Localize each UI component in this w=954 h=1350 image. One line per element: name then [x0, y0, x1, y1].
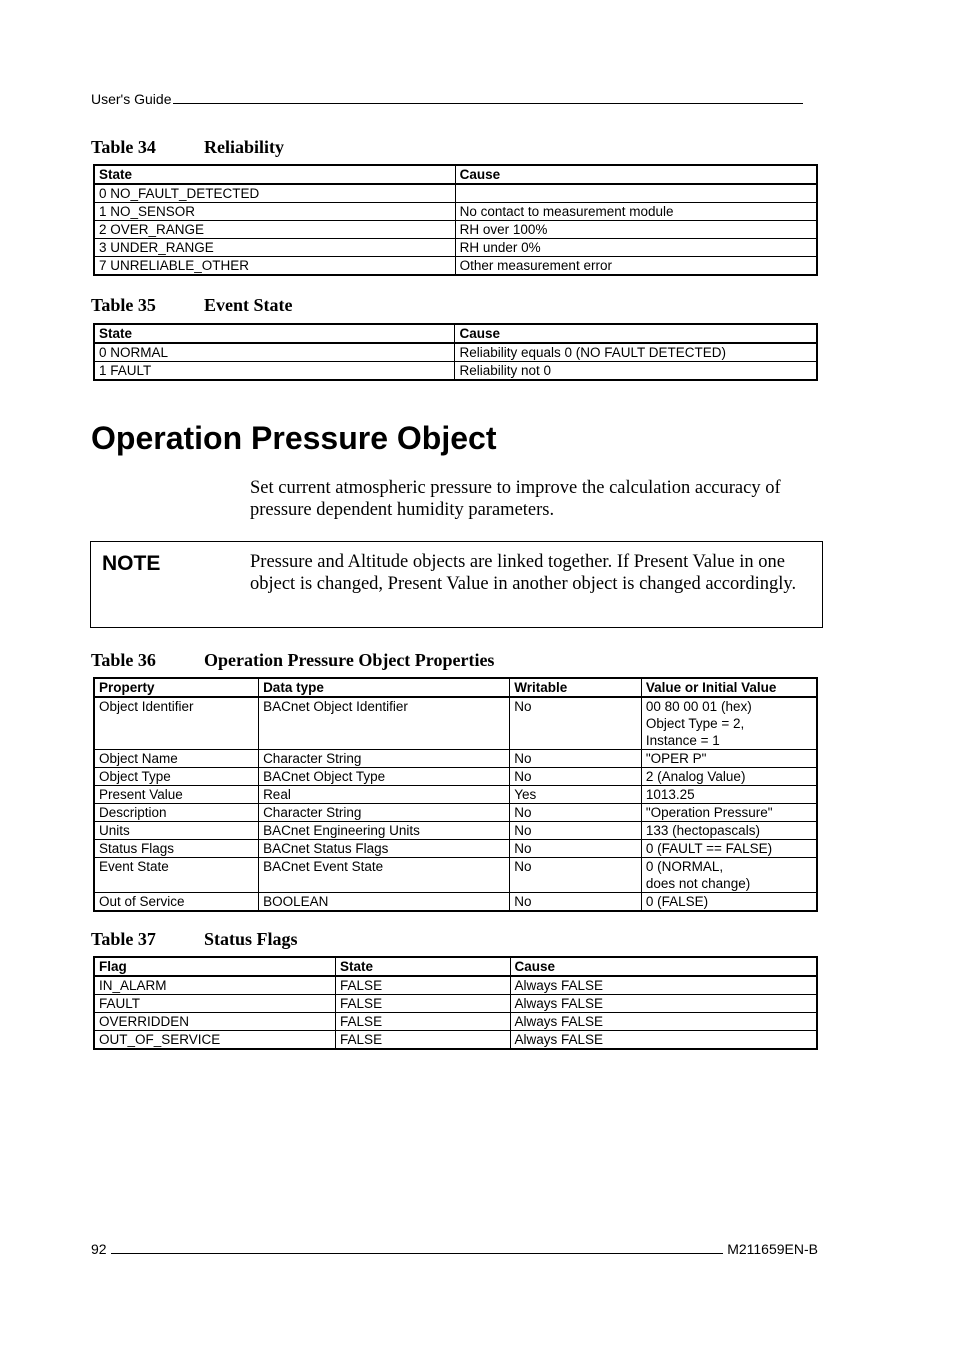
header-text: User's Guide	[91, 91, 172, 107]
table-cell: No	[510, 804, 642, 822]
table-cell: No	[510, 822, 642, 840]
table-object-properties	[93, 677, 818, 912]
note-box	[90, 541, 823, 628]
table-cell: Out of Service	[94, 893, 259, 912]
table35-title: Event State	[204, 295, 293, 315]
table-cell: 0 NORMAL	[94, 343, 455, 362]
table-cell: FALSE	[336, 1031, 510, 1050]
table-row	[94, 362, 817, 381]
table-cell: 0 (FAULT == FALSE)	[641, 840, 817, 858]
table-row	[94, 768, 817, 786]
table-row	[94, 1031, 817, 1050]
table-cell: 00 80 00 01 (hex) Object Type = 2, Instance = 1	[641, 697, 817, 750]
table-cell	[455, 184, 817, 203]
table-header-row	[94, 957, 817, 976]
column-header: Data type	[259, 678, 510, 697]
table-row	[94, 822, 817, 840]
running-footer	[91, 1240, 818, 1257]
table-event-state	[93, 323, 818, 381]
column-header: Property	[94, 678, 259, 697]
table-cell: Character String	[259, 750, 510, 768]
table-row	[94, 239, 817, 257]
table-cell: IN_ALARM	[94, 976, 336, 995]
table-cell: RH over 100%	[455, 221, 817, 239]
table-cell: FALSE	[336, 976, 510, 995]
table-cell: No	[510, 697, 642, 750]
table34-number: Table 34	[91, 137, 156, 157]
table-cell: FALSE	[336, 995, 510, 1013]
table-cell: Object Identifier	[94, 697, 259, 750]
footer-rule	[111, 1240, 724, 1254]
table37-title: Status Flags	[204, 929, 298, 949]
table-cell: No	[510, 858, 642, 893]
table-row	[94, 257, 817, 276]
table-cell: Reliability equals 0 (NO FAULT DETECTED)	[455, 343, 817, 362]
table34-title: Reliability	[204, 137, 284, 157]
table-cell: "OPER P"	[641, 750, 817, 768]
column-header: Cause	[455, 165, 817, 184]
table-cell: No	[510, 893, 642, 912]
column-header: Value or Initial Value	[641, 678, 817, 697]
table-header-row	[94, 324, 817, 343]
table-cell: 0 (NORMAL, does not change)	[641, 858, 817, 893]
table34-caption	[91, 137, 284, 158]
table-row	[94, 995, 817, 1013]
table-cell: OUT_OF_SERVICE	[94, 1031, 336, 1050]
table-cell: FALSE	[336, 1013, 510, 1031]
table-cell: Always FALSE	[510, 1013, 817, 1031]
table-cell: "Operation Pressure"	[641, 804, 817, 822]
table37-caption	[91, 929, 298, 950]
table-cell: Object Type	[94, 768, 259, 786]
table-cell: No	[510, 750, 642, 768]
table-cell: 2 (Analog Value)	[641, 768, 817, 786]
table-row	[94, 1013, 817, 1031]
column-header: Cause	[455, 324, 817, 343]
table-cell: 133 (hectopascals)	[641, 822, 817, 840]
table-cell: BACnet Object Identifier	[259, 697, 510, 750]
table-cell: Always FALSE	[510, 1031, 817, 1050]
table-header-row	[94, 678, 817, 697]
table-row	[94, 203, 817, 221]
table36-number: Table 36	[91, 650, 156, 670]
table-cell: Units	[94, 822, 259, 840]
table35-caption	[91, 295, 293, 316]
header-rule	[173, 90, 803, 104]
table-row	[94, 697, 817, 750]
column-header: Cause	[510, 957, 817, 976]
table-status-flags	[93, 956, 818, 1050]
footer-page-number: 92	[91, 1241, 107, 1257]
table-cell: FAULT	[94, 995, 336, 1013]
table-cell: Reliability not 0	[455, 362, 817, 381]
table-cell: Status Flags	[94, 840, 259, 858]
table-cell: 1 NO_SENSOR	[94, 203, 455, 221]
running-header	[91, 90, 815, 107]
table37-number: Table 37	[91, 929, 156, 949]
table-row	[94, 804, 817, 822]
table-cell: RH under 0%	[455, 239, 817, 257]
footer-doc-id: M211659EN-B	[727, 1241, 818, 1257]
table-cell: OVERRIDDEN	[94, 1013, 336, 1031]
table-cell: Present Value	[94, 786, 259, 804]
table-cell: Object Name	[94, 750, 259, 768]
table-cell: BACnet Object Type	[259, 768, 510, 786]
table-cell: 0 NO_FAULT_DETECTED	[94, 184, 455, 203]
table35-number: Table 35	[91, 295, 156, 315]
table-cell: No contact to measurement module	[455, 203, 817, 221]
table-cell: Always FALSE	[510, 976, 817, 995]
table-cell: 1 FAULT	[94, 362, 455, 381]
table-cell: BOOLEAN	[259, 893, 510, 912]
table-cell: 2 OVER_RANGE	[94, 221, 455, 239]
column-header: State	[94, 324, 455, 343]
table-cell: BACnet Event State	[259, 858, 510, 893]
table36-caption	[91, 650, 494, 671]
table-header-row	[94, 165, 817, 184]
table-cell: Event State	[94, 858, 259, 893]
table-cell: Description	[94, 804, 259, 822]
table-cell: BACnet Engineering Units	[259, 822, 510, 840]
table-cell: No	[510, 768, 642, 786]
table-row	[94, 858, 817, 893]
table-row	[94, 976, 817, 995]
table-cell: 0 (FALSE)	[641, 893, 817, 912]
table-row	[94, 343, 817, 362]
table-row	[94, 184, 817, 203]
table-row	[94, 840, 817, 858]
section-title: Operation Pressure Object	[91, 420, 497, 456]
table-cell: 7 UNRELIABLE_OTHER	[94, 257, 455, 276]
table-reliability	[93, 164, 818, 276]
column-header: State	[336, 957, 510, 976]
note-label: NOTE	[102, 552, 161, 575]
table-cell: Other measurement error	[455, 257, 817, 276]
table-cell: 1013.25	[641, 786, 817, 804]
table-cell: BACnet Status Flags	[259, 840, 510, 858]
table-row	[94, 786, 817, 804]
table-cell: Character String	[259, 804, 510, 822]
table-cell: Real	[259, 786, 510, 804]
table-cell: Yes	[510, 786, 642, 804]
table-cell: 3 UNDER_RANGE	[94, 239, 455, 257]
table-cell: No	[510, 840, 642, 858]
column-header: State	[94, 165, 455, 184]
table-row	[94, 750, 817, 768]
table-cell: Always FALSE	[510, 995, 817, 1013]
note-text: Pressure and Altitude objects are linked together. If Present Value in one object is changed, Present Value in another object is changed accordingly.	[250, 552, 797, 594]
table36-title: Operation Pressure Object Properties	[204, 650, 495, 670]
section-intro: Set current atmospheric pressure to improve the calculation accuracy of pressure dependent humidity parameters.	[250, 478, 781, 520]
column-header: Writable	[510, 678, 642, 697]
column-header: Flag	[94, 957, 336, 976]
table-row	[94, 221, 817, 239]
table-row	[94, 893, 817, 912]
